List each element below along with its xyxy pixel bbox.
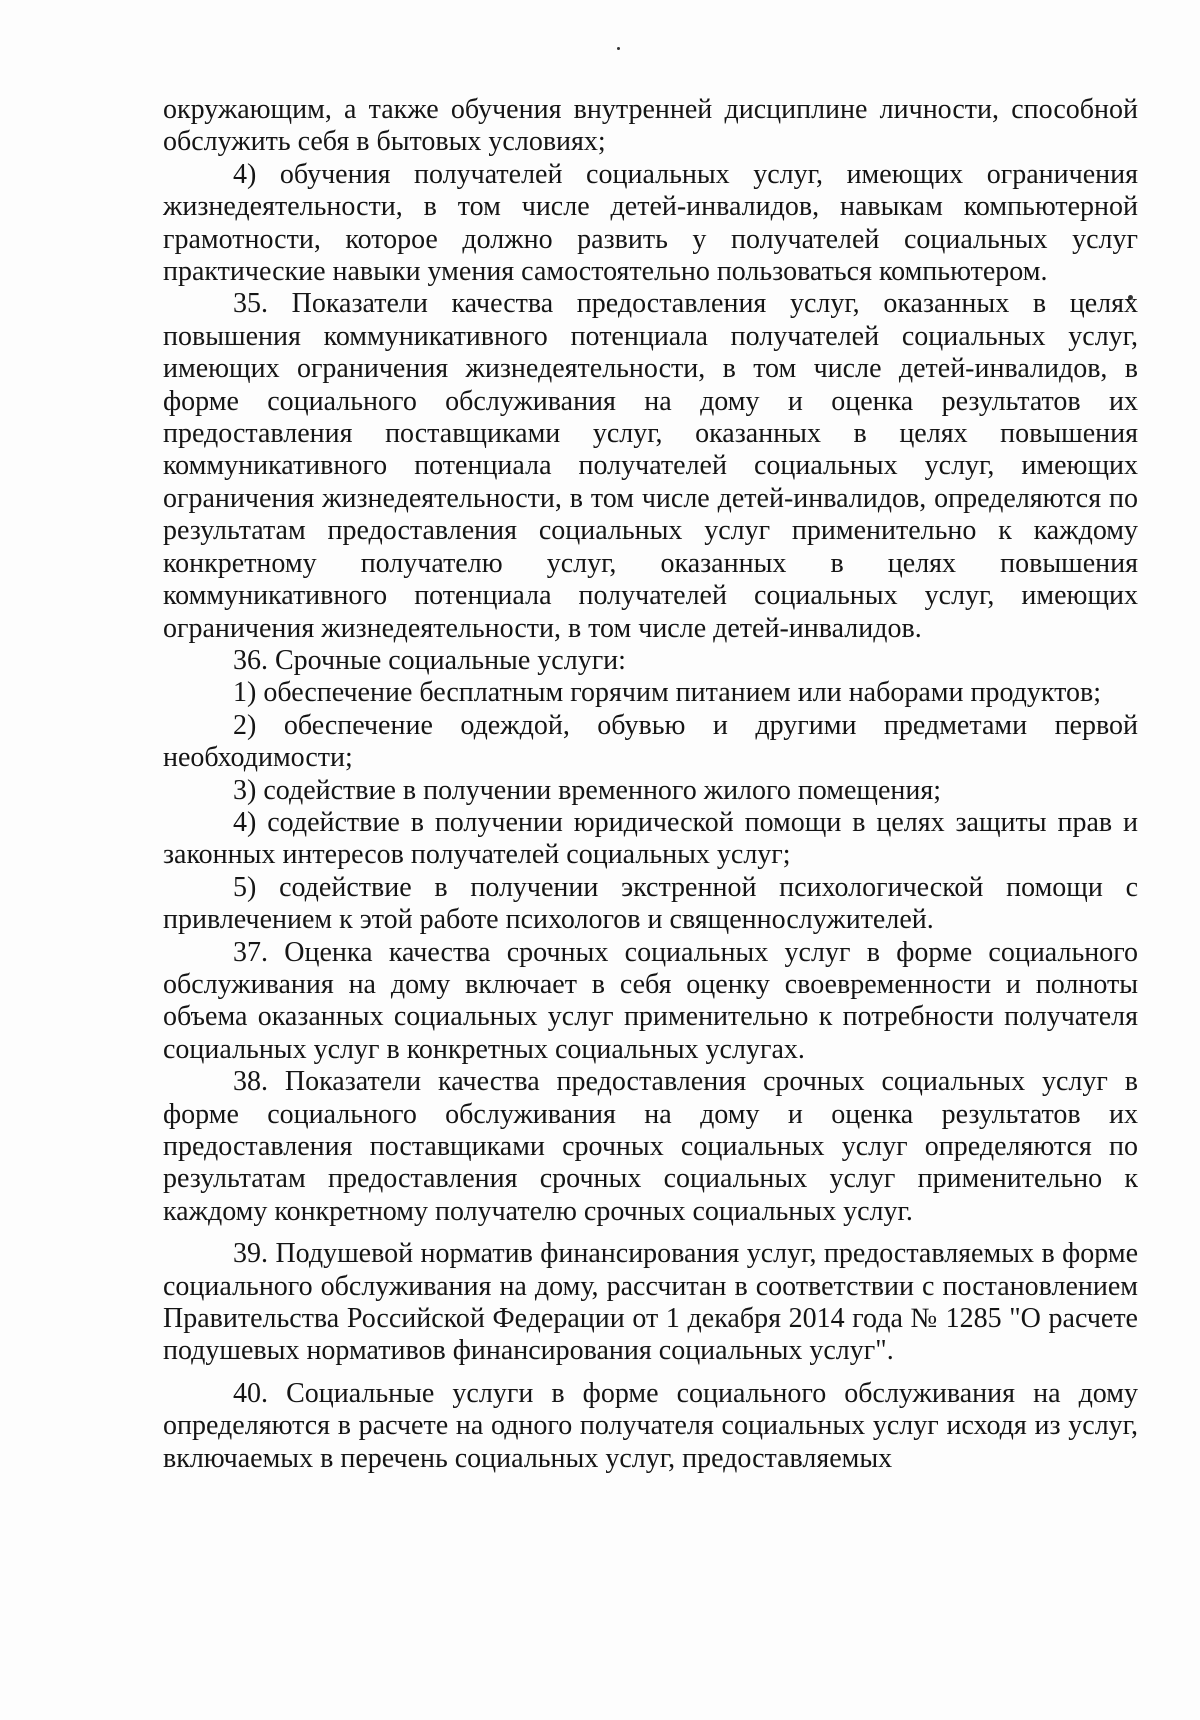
paragraph-40: 40. Социальные услуги в форме социального обслуживания на дому определяются в расчете на одного получателя социальных услуг исходя из услуг, включаемых в перечень социальных услуг, предоставляемых	[163, 1377, 1138, 1474]
scan-speck	[617, 47, 620, 50]
paragraph-36-item-5: 5) содействие в получении экстренной психологической помощи с привлечением к этой работе психологов и священнослужителей.	[163, 871, 1138, 936]
paragraph-36-heading: 36. Срочные социальные услуги:	[233, 644, 626, 676]
paragraph-36-item-2: 2) обеспечение одеждой, обувью и другими предметами первой необходимости;	[163, 709, 1138, 774]
paragraph-37: 37. Оценка качества срочных социальных услуг в форме социального обслуживания на дому включает в себя оценку своевременности и полноты объема оказанных социальных услуг применительно к потребности получателя социальных услуг в конкретных социальных услугах.	[163, 936, 1138, 1065]
paragraph-continuation: окружающим, а также обучения внутренней дисциплине личности, способной обслужить себя в бытовых условиях;	[163, 94, 1138, 158]
document-body	[163, 94, 1138, 1475]
paragraph-36-item-4: 4) содействие в получении юридической помощи в целях защиты прав и законных интересов получателей социальных услуг;	[163, 806, 1138, 871]
paragraph-39: 39. Подушевой норматив финансирования услуг, предоставляемых в форме социального обслуживания на дому, рассчитан в соответствии с постановлением Правительства Российской Федерации от 1 декабря 2014 года № 1285 "О расчете подушевых нормативов финансирования социальных услуг".	[163, 1238, 1138, 1367]
paragraph-35: 35. Показатели качества предоставления услуг, оказанных в целях повышения коммуникативного потенциала получателей социальных услуг, имеющих ограничения жизнедеятельности, в том числе детей-инвалидов, в форме социального обслуживания на дому и оценка результатов их предоставления поставщиками услуг, оказанных в целях повышения коммуникативного потенциала получателей социальных услуг, имеющих ограничения жизнедеятельности, в том числе детей-инвалидов, определяются по результатам предоставления социальных услуг применительно к каждому конкретному получателю услуг, оказанных в целях повышения коммуникативного потенциала получателей социальных услуг, имеющих ограничения жизнедеятельности, в том числе детей-инвалидов.	[163, 288, 1138, 644]
paragraph-38: 38. Показатели качества предоставления срочных социальных услуг в форме социального обслуживания на дому и оценка результатов их предоставления поставщиками срочных социальных услуг определяются по результатам предоставления срочных социальных услуг применительно к каждому конкретному получателю срочных социальных услуг.	[163, 1066, 1138, 1227]
paragraph-item-4-computer-literacy: 4) обучения получателей социальных услуг, имеющих ограничения жизнедеятельности, в том числе детей-инвалидов, навыкам компьютерной грамотности, которое должно развить у получателей социальных услуг практические навыки умения самостоятельно пользоваться компьютером.	[163, 158, 1138, 288]
paragraph-36-item-1: 1) обеспечение бесплатным горячим питанием или наборами продуктов;	[233, 677, 1102, 709]
paragraph-36-item-3: 3) содействие в получении временного жилого помещения;	[233, 774, 942, 806]
